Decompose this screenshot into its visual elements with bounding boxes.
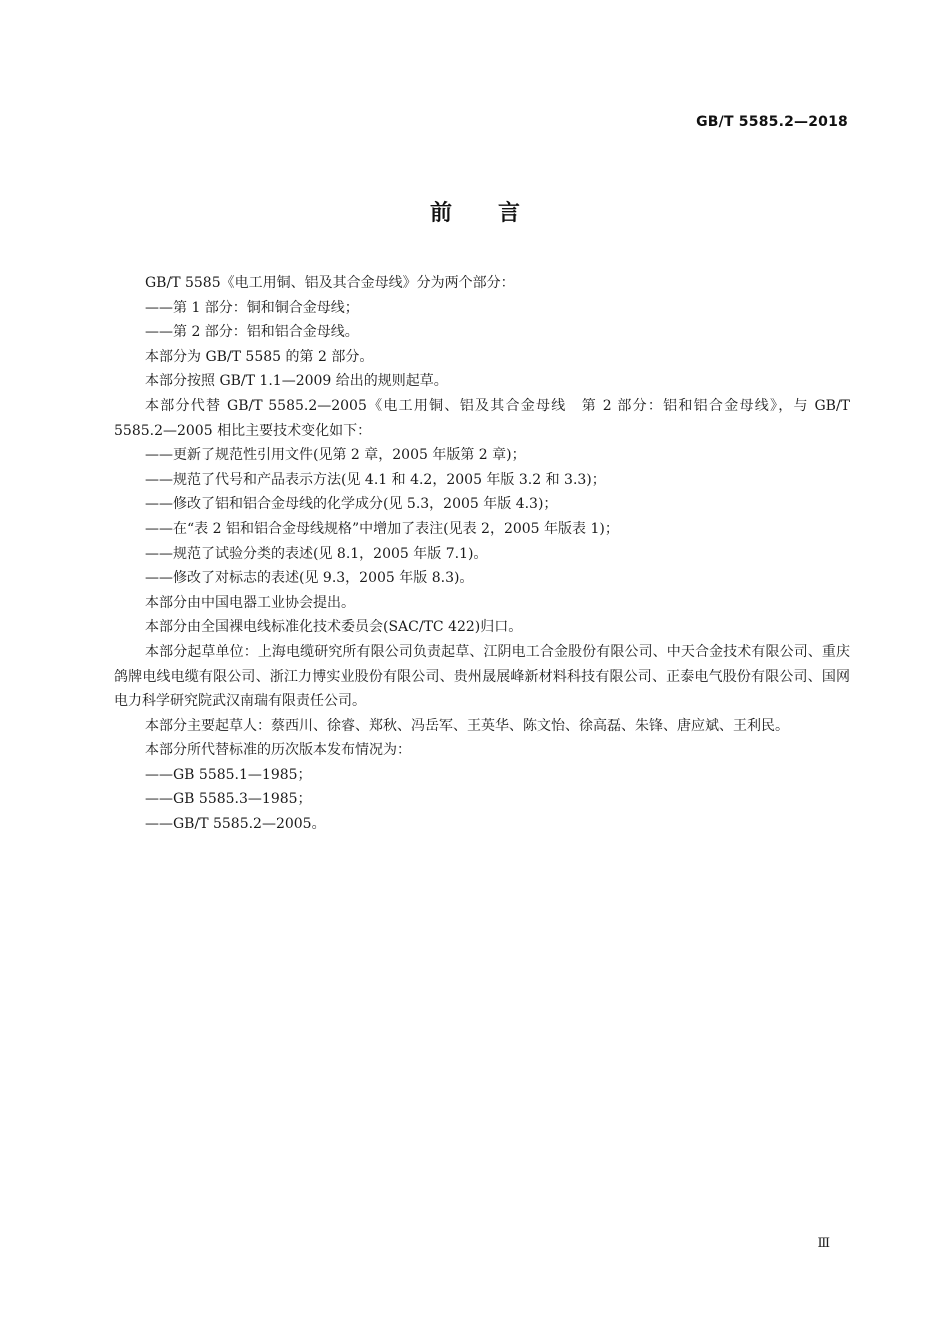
paragraph: 本部分所代替标准的历次版本发布情况为： <box>145 742 411 759</box>
list-item: ——GB/T 5585.2—2005。 <box>145 816 326 833</box>
paragraph: 本部分代替 GB/T 5585.2—2005《电工用铜、铝及其合金母线 第 2 部分：铝和铝合金母线》，与 GB/T 5585.2—2005 相比主要技术变化如下： <box>114 397 850 439</box>
paragraph: 本部分起草单位：上海电缆研究所有限公司负责起草、江阴电工合金股份有限公司、中天合金技术有限公司、重庆鸽牌电线电缆有限公司、浙江力博实业股份有限公司、贵州晟展峰新材料科技有限公司、正泰电气股份有限公司、国网电力科学研究院武汉南瑞有限责任公司。 <box>114 643 850 710</box>
standard-code: GB/T 5585.2—2018 <box>696 114 848 130</box>
list-item: ——GB 5585.1—1985； <box>145 766 312 783</box>
list-item: ——GB 5585.3—1985； <box>145 791 312 808</box>
list-item: ——在“表 2 铝和铝合金母线规格”中增加了表注(见表 2，2005 年版表 1)； <box>145 520 619 537</box>
paragraph: 本部分由中国电器工业协会提出。 <box>145 594 355 611</box>
paragraph: 本部分为 GB/T 5585 的第 2 部分。 <box>145 348 374 365</box>
paragraph: 本部分按照 GB/T 1.1—2009 给出的规则起草。 <box>145 373 448 390</box>
list-item: ——修改了对标志的表述(见 9.3，2005 年版 8.3)。 <box>145 570 474 587</box>
paragraph: 本部分由全国裸电线标准化技术委员会(SAC/TC 422)归口。 <box>145 619 523 636</box>
list-item: ——修改了铝和铝合金母线的化学成分(见 5.3，2005 年版 4.3)； <box>145 496 558 513</box>
list-item: ——更新了规范性引用文件(见第 2 章，2005 年版第 2 章)； <box>145 447 526 464</box>
page-title: 前言 <box>429 201 566 226</box>
list-item: ——第 2 部分：铝和铝合金母线。 <box>145 324 359 341</box>
page-number: Ⅲ <box>817 1236 830 1251</box>
foreword-body <box>114 271 850 837</box>
list-item: ——第 1 部分：铜和铜合金母线； <box>145 299 359 316</box>
list-item: ——规范了试验分类的表述(见 8.1，2005 年版 7.1)。 <box>145 545 488 562</box>
paragraph: 本部分主要起草人：蔡西川、徐睿、郑秋、冯岳军、王英华、陈文怡、徐高磊、朱锋、唐应斌、王利民。 <box>145 717 789 734</box>
paragraph: GB/T 5585《电工用铜、铝及其合金母线》分为两个部分： <box>145 275 515 291</box>
list-item: ——规范了代号和产品表示方法(见 4.1 和 4.2，2005 年版 3.2 和 3.3)； <box>145 471 606 488</box>
